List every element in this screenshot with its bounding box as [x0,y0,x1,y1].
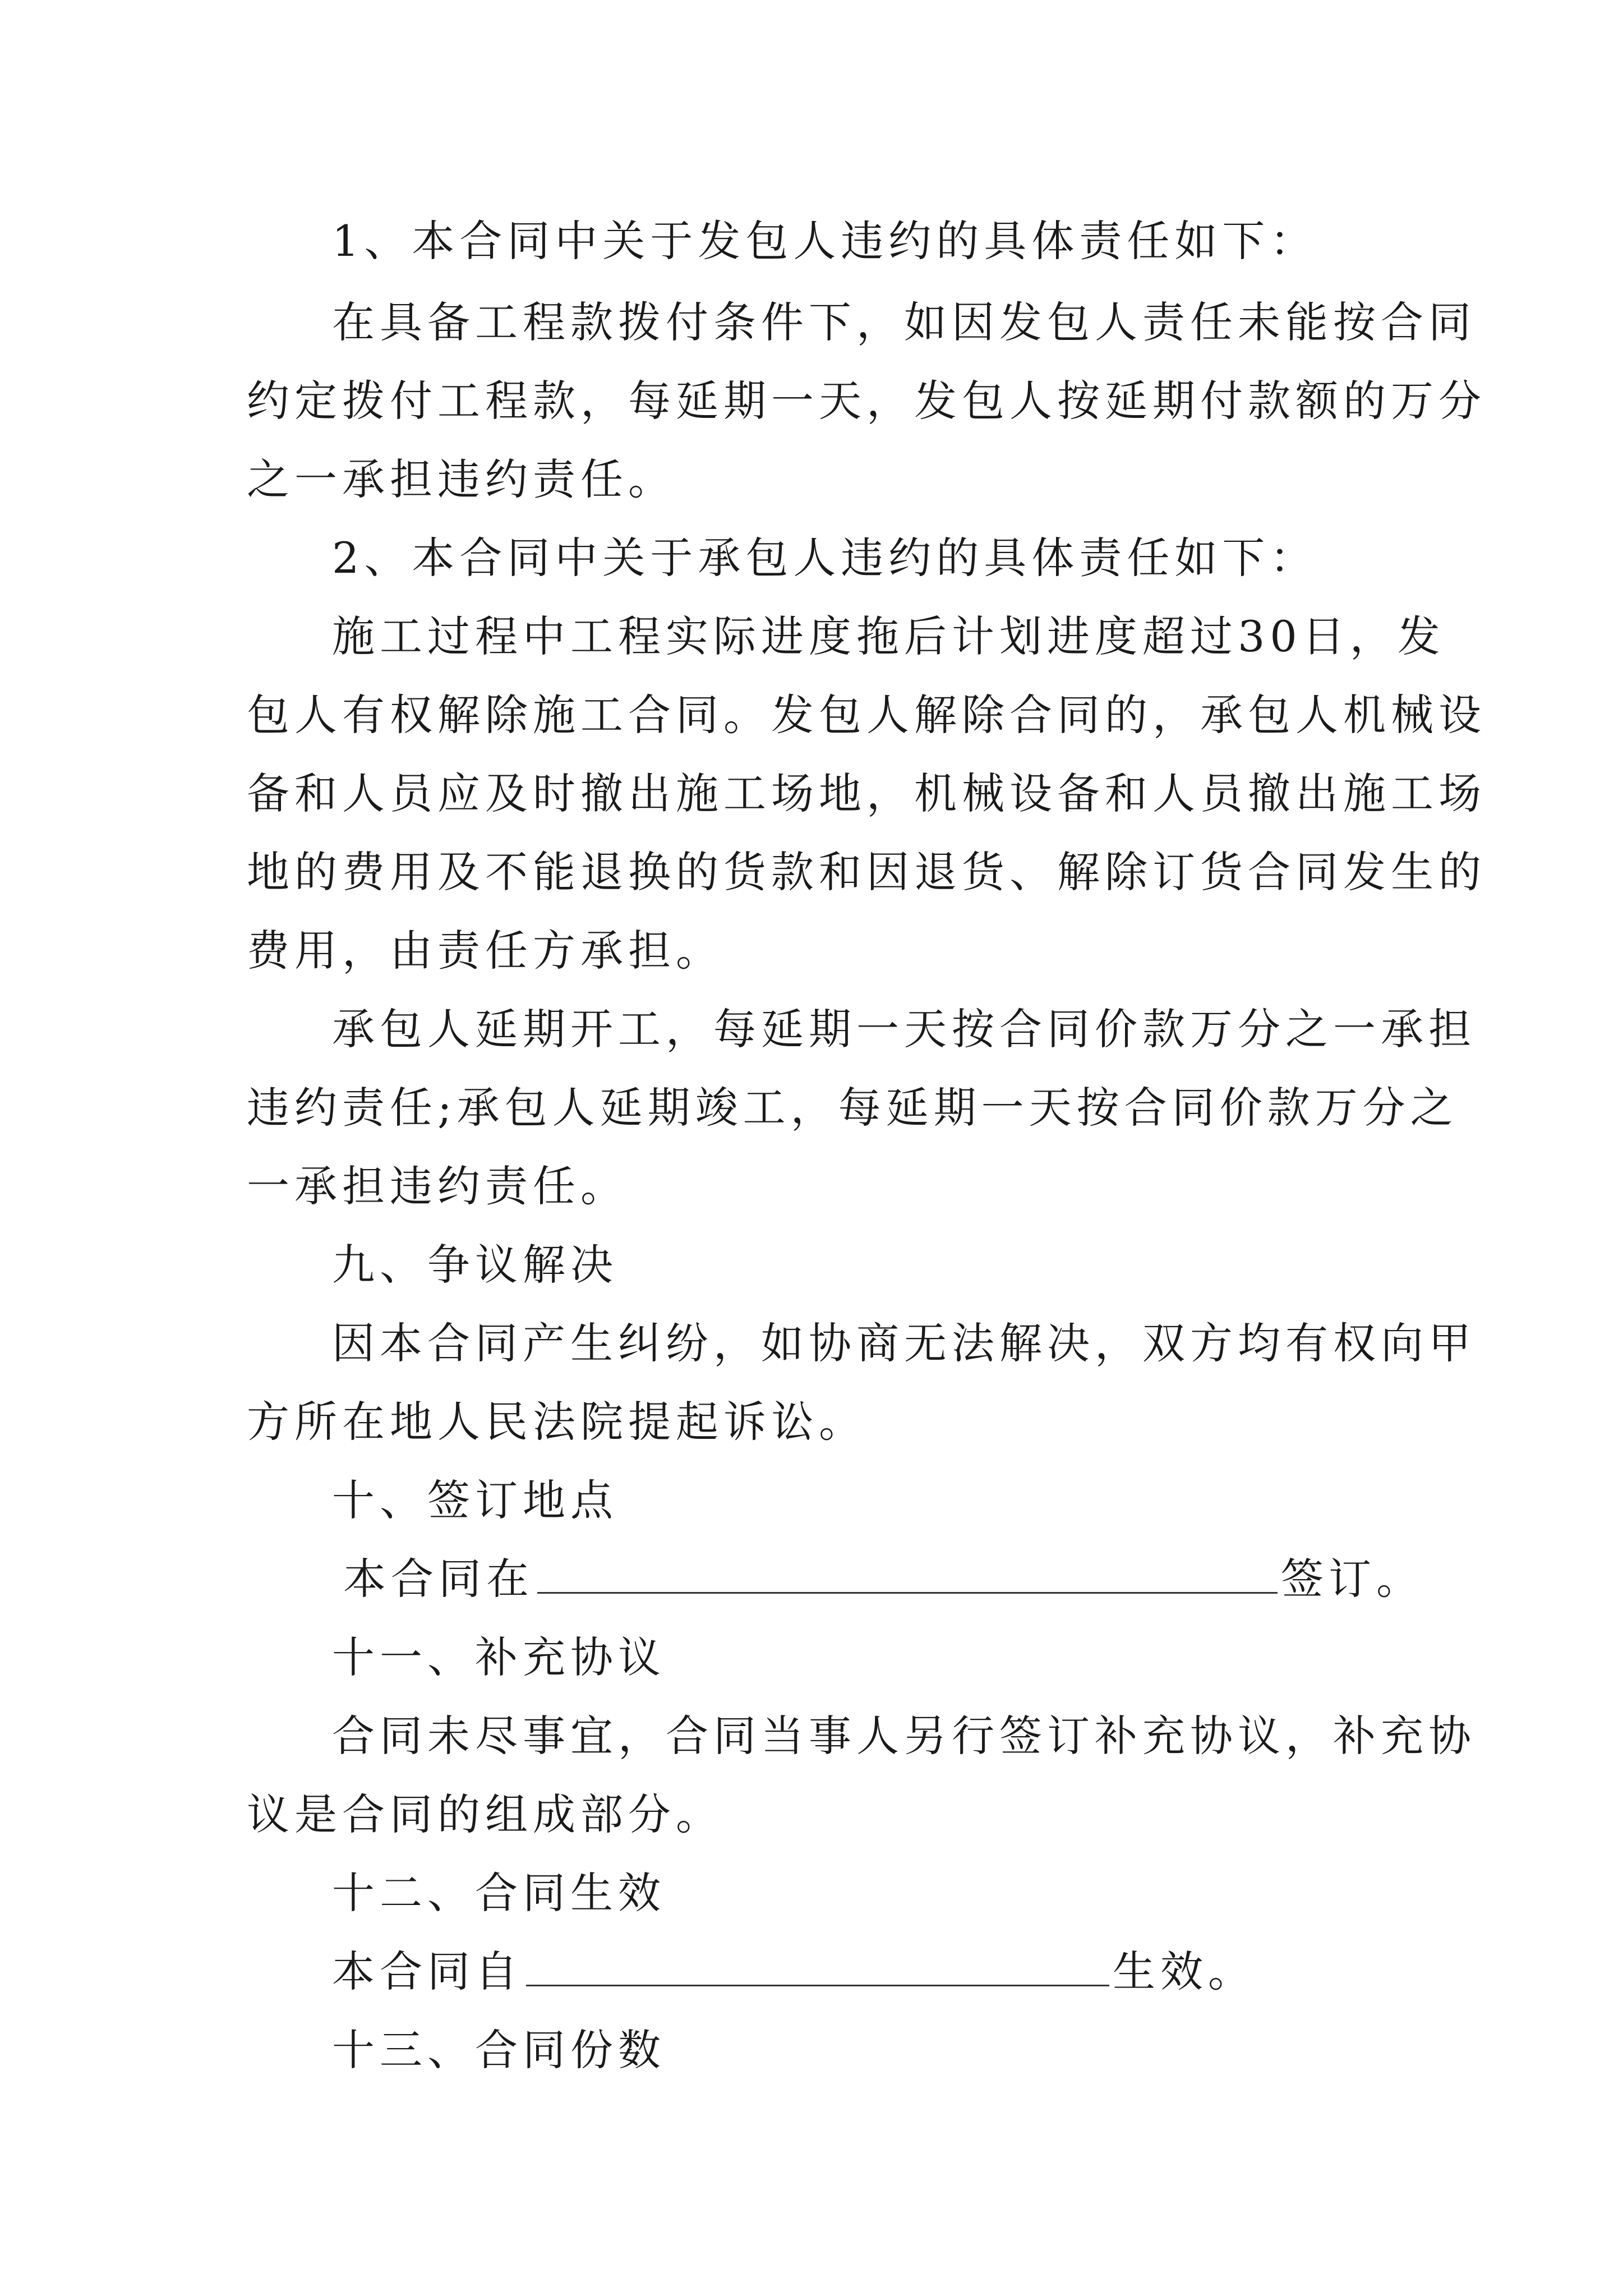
section-9-heading: 九、争议解决 [332,1240,618,1290]
effective-date-prefix: 本合同自 [332,1947,523,1996]
signing-place-line [343,1551,1424,1607]
paragraph-line: 违约责任;承包人延期竣工，每延期一天按合同价款万分之 [247,1083,1458,1133]
section-11-heading: 十一、补充协议 [332,1632,666,1682]
signing-place-prefix: 本合同在 [343,1554,534,1604]
paragraph-line: 因本合同产生纠纷，如协商无法解决，双方均有权向甲 [332,1318,1476,1368]
clause-8-2-heading: 2、本合同中关于承包人违约的具体责任如下： [332,533,1318,583]
signing-place-blank [537,1553,1278,1594]
section-10-heading: 十、签订地点 [332,1475,618,1525]
paragraph-line: 方所在地人民法院提起诉讼。 [247,1397,866,1447]
paragraph-line: 议是合同的组成部分。 [247,1789,723,1839]
effective-date-blank [526,1945,1109,1986]
paragraph-line: 在具备工程款拨付条件下，如因发包人责任未能按合同 [332,297,1476,347]
section-13-heading: 十三、合同份数 [332,2025,666,2075]
paragraph-line: 施工过程中工程实际进度拖后计划进度超过30日，发 [332,611,1445,661]
paragraph-line: 包人有权解除施工合同。发包人解除合同的，承包人机械设 [247,690,1486,740]
signing-place-suffix: 签订。 [1281,1554,1424,1604]
paragraph-line: 一承担违约责任。 [247,1161,628,1211]
paragraph-line: 之一承担违约责任。 [247,454,676,504]
effective-date-suffix: 生效。 [1113,1947,1256,1996]
paragraph-line: 备和人员应及时撤出施工场地，机械设备和人员撤出施工场 [247,769,1486,818]
paragraph-line: 合同未尽事宜，合同当事人另行签订补充协议，补充协 [332,1711,1476,1761]
paragraph-line: 地的费用及不能退换的货款和因退货、解除订货合同发生的 [247,847,1486,897]
paragraph-line: 约定拨付工程款，每延期一天，发包人按延期付款额的万分 [247,376,1486,426]
clause-8-1-heading: 1、本合同中关于发包人违约的具体责任如下： [332,216,1318,266]
effective-date-line [332,1944,1256,2000]
paragraph-line: 承包人延期开工，每延期一天按合同价款万分之一承担 [332,1004,1476,1054]
section-12-heading: 十二、合同生效 [332,1868,666,1918]
paragraph-line: 费用，由责任方承担。 [247,926,723,976]
